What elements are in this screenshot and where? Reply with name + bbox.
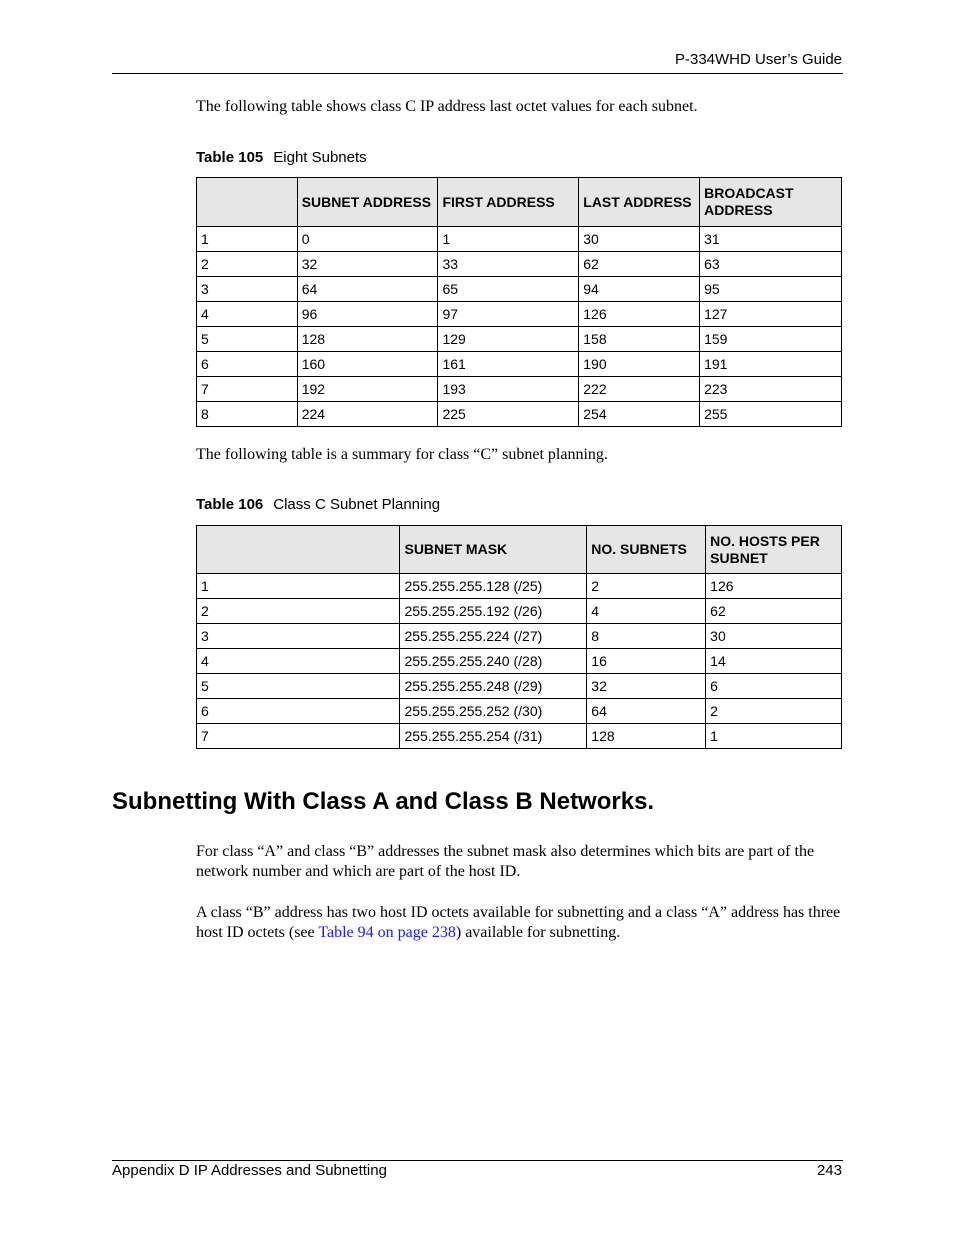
table-106-caption <box>196 496 440 513</box>
table-row <box>197 599 842 624</box>
column-header: BROADCAST ADDRESS <box>700 178 842 227</box>
table-cell: 129 <box>438 327 579 352</box>
table-cell: 65 <box>438 277 579 302</box>
table-cell: 255.255.255.254 (/31) <box>400 724 587 749</box>
table-cell: 2 <box>197 599 400 624</box>
table-cell: 3 <box>197 277 298 302</box>
column-header: SUBNET ADDRESS <box>297 178 438 227</box>
table-cell: 97 <box>438 302 579 327</box>
table-cell: 160 <box>297 352 438 377</box>
table-row <box>197 674 842 699</box>
table-header-row <box>197 526 842 574</box>
table-cell: 255.255.255.252 (/30) <box>400 699 587 724</box>
paragraph-text: ) available for subnetting. <box>455 924 621 941</box>
table-cell: 5 <box>197 327 298 352</box>
table-cell: 32 <box>587 674 706 699</box>
column-header <box>197 178 298 227</box>
table-cell: 6 <box>197 352 298 377</box>
table-row <box>197 624 842 649</box>
table-cell: 14 <box>706 649 842 674</box>
table-cell: 1 <box>706 724 842 749</box>
table-row <box>197 377 842 402</box>
table-cell: 62 <box>706 599 842 624</box>
table-106-label: Table 106 <box>196 496 264 513</box>
table-cell: 128 <box>297 327 438 352</box>
table-cell: 62 <box>579 252 700 277</box>
table-cell: 1 <box>197 574 400 599</box>
table-row <box>197 302 842 327</box>
section-paragraph-2 <box>196 903 844 943</box>
paragraph-text: A class “B” address has two host ID octets available for subnetting and a class “A” address has three host ID octets (see <box>196 904 841 941</box>
table-cell: 30 <box>706 624 842 649</box>
guide-title: P-334WHD User’s Guide <box>675 51 842 68</box>
footer-chapter: Appendix D IP Addresses and Subnetting <box>112 1162 387 1179</box>
table-cell: 31 <box>700 227 842 252</box>
table-row <box>197 402 842 427</box>
table-cell: 255 <box>700 402 842 427</box>
table-row <box>197 574 842 599</box>
table-cell: 158 <box>579 327 700 352</box>
table-cell: 254 <box>579 402 700 427</box>
table-cell: 6 <box>706 674 842 699</box>
table-cell: 2 <box>706 699 842 724</box>
table-header-row <box>197 178 842 227</box>
table-cell: 16 <box>587 649 706 674</box>
table-cell: 5 <box>197 674 400 699</box>
table-cell: 6 <box>197 699 400 724</box>
table-cell: 64 <box>297 277 438 302</box>
table-cell: 224 <box>297 402 438 427</box>
column-header: LAST ADDRESS <box>579 178 700 227</box>
footer-rule <box>112 1160 843 1161</box>
table-cell: 193 <box>438 377 579 402</box>
table-106-title: Class C Subnet Planning <box>273 496 441 513</box>
column-header <box>197 526 400 574</box>
table-cell: 2 <box>587 574 706 599</box>
table-row <box>197 327 842 352</box>
table-row <box>197 724 842 749</box>
table-row <box>197 277 842 302</box>
table-cell: 126 <box>706 574 842 599</box>
table-cell: 192 <box>297 377 438 402</box>
table-cell: 223 <box>700 377 842 402</box>
table-cell: 126 <box>579 302 700 327</box>
table-94-link[interactable]: Table 94 on page 238 <box>318 924 456 941</box>
table-row <box>197 649 842 674</box>
table-cell: 8 <box>197 402 298 427</box>
table-row <box>197 699 842 724</box>
section-heading: Subnetting With Class A and Class B Networks. <box>112 788 655 815</box>
table-cell: 3 <box>197 624 400 649</box>
table-cell: 8 <box>587 624 706 649</box>
table-cell: 127 <box>700 302 842 327</box>
table-cell: 1 <box>197 227 298 252</box>
column-header: FIRST ADDRESS <box>438 178 579 227</box>
table-105-label: Table 105 <box>196 149 264 166</box>
page-number: 243 <box>816 1162 842 1179</box>
table-cell: 225 <box>438 402 579 427</box>
table-cell: 161 <box>438 352 579 377</box>
table-row <box>197 252 842 277</box>
table-cell: 96 <box>297 302 438 327</box>
table-cell: 191 <box>700 352 842 377</box>
class-c-subnet-planning-table <box>196 525 842 749</box>
table-cell: 255.255.255.240 (/28) <box>400 649 587 674</box>
table-105-caption <box>196 149 367 166</box>
table-cell: 7 <box>197 724 400 749</box>
table-cell: 255.255.255.128 (/25) <box>400 574 587 599</box>
table-cell: 255.255.255.248 (/29) <box>400 674 587 699</box>
table-105-title: Eight Subnets <box>273 149 367 166</box>
table-cell: 4 <box>587 599 706 624</box>
table-cell: 128 <box>587 724 706 749</box>
table-cell: 1 <box>438 227 579 252</box>
table-cell: 4 <box>197 302 298 327</box>
table-row <box>197 352 842 377</box>
table-row <box>197 227 842 252</box>
section-paragraph-1: For class “A” and class “B” addresses the subnet mask also determines which bits are part of the network number and which are part of the host ID. <box>196 843 815 880</box>
column-header: SUBNET MASK <box>400 526 587 574</box>
table-cell: 190 <box>579 352 700 377</box>
column-header: NO. HOSTS PER SUBNET <box>706 526 842 574</box>
table-cell: 2 <box>197 252 298 277</box>
table-cell: 4 <box>197 649 400 674</box>
summary-text: The following table is a summary for class “C” subnet planning. <box>196 446 608 463</box>
table-cell: 7 <box>197 377 298 402</box>
table-cell: 33 <box>438 252 579 277</box>
header-rule <box>112 73 843 74</box>
table-cell: 222 <box>579 377 700 402</box>
table-cell: 95 <box>700 277 842 302</box>
table-cell: 255.255.255.224 (/27) <box>400 624 587 649</box>
table-cell: 30 <box>579 227 700 252</box>
table-cell: 0 <box>297 227 438 252</box>
table-cell: 32 <box>297 252 438 277</box>
eight-subnets-table <box>196 177 842 427</box>
table-cell: 63 <box>700 252 842 277</box>
intro-text: The following table shows class C IP address last octet values for each subnet. <box>196 98 698 115</box>
table-cell: 94 <box>579 277 700 302</box>
column-header: NO. SUBNETS <box>587 526 706 574</box>
table-cell: 159 <box>700 327 842 352</box>
table-cell: 255.255.255.192 (/26) <box>400 599 587 624</box>
table-cell: 64 <box>587 699 706 724</box>
